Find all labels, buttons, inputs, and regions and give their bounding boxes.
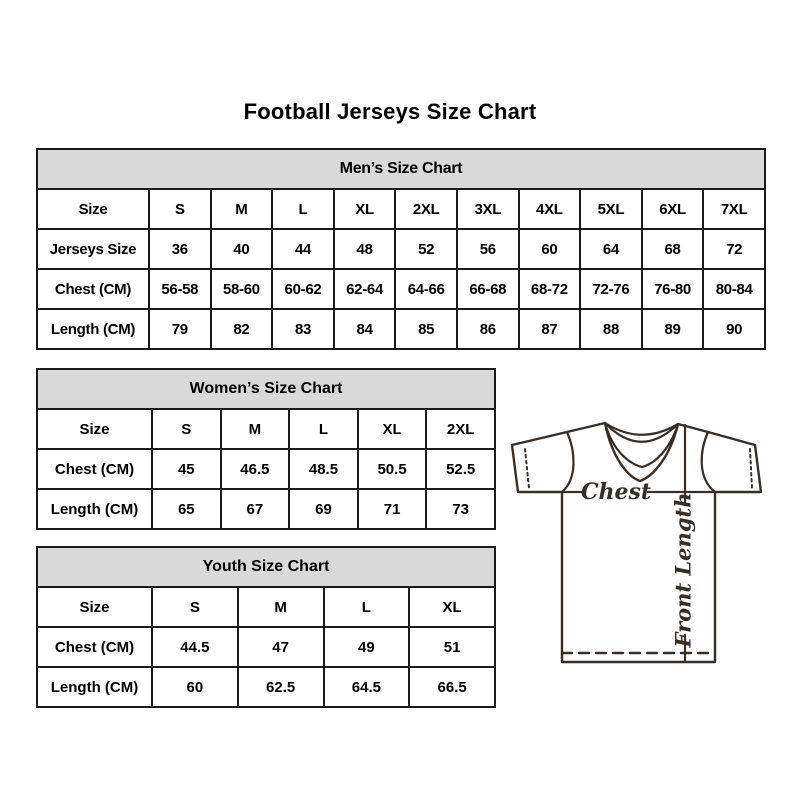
table-header-row <box>37 369 495 409</box>
table-cell: 66-68 <box>457 269 519 309</box>
table-cell: S <box>152 587 238 627</box>
table-cell: 90 <box>703 309 765 349</box>
table-cell: 68 <box>642 229 704 269</box>
table-cell: 56 <box>457 229 519 269</box>
table-cell: 5XL <box>580 189 642 229</box>
table-row <box>37 449 495 489</box>
table-cell: M <box>221 409 290 449</box>
table-cell: XL <box>334 189 396 229</box>
table-header-row <box>37 149 765 189</box>
table-cell: M <box>238 587 324 627</box>
table-cell: 49 <box>324 627 410 667</box>
collar-inner-line <box>605 423 678 442</box>
row-label: Chest (CM) <box>37 449 152 489</box>
table-cell: XL <box>409 587 495 627</box>
table-cell: 62-64 <box>334 269 396 309</box>
table-cell: 36 <box>149 229 211 269</box>
row-label: Size <box>37 189 149 229</box>
table-cell: 82 <box>211 309 273 349</box>
table-cell: 44 <box>272 229 334 269</box>
table-row <box>37 189 765 229</box>
table-cell: L <box>289 409 358 449</box>
table-row <box>37 229 765 269</box>
table-cell: 84 <box>334 309 396 349</box>
table-cell: S <box>149 189 211 229</box>
table-cell: 80-84 <box>703 269 765 309</box>
table-cell: 72 <box>703 229 765 269</box>
row-label: Size <box>37 409 152 449</box>
table-cell: 88 <box>580 309 642 349</box>
table-cell: 6XL <box>642 189 704 229</box>
table-cell: 67 <box>221 489 290 529</box>
table-cell: 45 <box>152 449 221 489</box>
table-cell: 64 <box>580 229 642 269</box>
table-row <box>37 489 495 529</box>
table-cell: 52 <box>395 229 457 269</box>
table-cell: 71 <box>358 489 427 529</box>
table-cell: 2XL <box>395 189 457 229</box>
table-row <box>37 587 495 627</box>
table-cell: 83 <box>272 309 334 349</box>
table-cell: 87 <box>519 309 581 349</box>
table-cell: 47 <box>238 627 324 667</box>
table-cell: 56-58 <box>149 269 211 309</box>
row-label: Size <box>37 587 152 627</box>
table-cell: 44.5 <box>152 627 238 667</box>
table-header: Women’s Size Chart <box>37 369 495 409</box>
table-row <box>37 269 765 309</box>
table-cell: 51 <box>409 627 495 667</box>
table-cell: 50.5 <box>358 449 427 489</box>
table-cell: 60-62 <box>272 269 334 309</box>
table-header: Men’s Size Chart <box>37 149 765 189</box>
table-cell: L <box>272 189 334 229</box>
womens-size-table <box>36 368 496 530</box>
table-cell: 40 <box>211 229 273 269</box>
front-length-label: Front Length <box>670 492 696 648</box>
table-cell: 79 <box>149 309 211 349</box>
table-header-row <box>37 547 495 587</box>
table-cell: 58-60 <box>211 269 273 309</box>
table-cell: 7XL <box>703 189 765 229</box>
chest-label: Chest <box>580 479 652 505</box>
table-cell: 4XL <box>519 189 581 229</box>
table-cell: M <box>211 189 273 229</box>
table-cell: 46.5 <box>221 449 290 489</box>
table-cell: 48.5 <box>289 449 358 489</box>
table-row <box>37 409 495 449</box>
table-cell: 68-72 <box>519 269 581 309</box>
table-cell: 2XL <box>426 409 495 449</box>
table-cell: 64-66 <box>395 269 457 309</box>
table-cell: 86 <box>457 309 519 349</box>
youth-size-table <box>36 546 496 708</box>
table-cell: XL <box>358 409 427 449</box>
jersey-outline <box>512 423 761 662</box>
table-row <box>37 627 495 667</box>
table-cell: 64.5 <box>324 667 410 707</box>
table-cell: 73 <box>426 489 495 529</box>
table-row <box>37 309 765 349</box>
table-cell: 65 <box>152 489 221 529</box>
row-label: Length (CM) <box>37 309 149 349</box>
row-label: Chest (CM) <box>37 269 149 309</box>
page-title: Football Jerseys Size Chart <box>243 99 537 124</box>
jersey-measurement-diagram <box>500 408 776 674</box>
table-cell: 76-80 <box>642 269 704 309</box>
table-cell: 66.5 <box>409 667 495 707</box>
table-cell: 89 <box>642 309 704 349</box>
table-cell: L <box>324 587 410 627</box>
row-label: Chest (CM) <box>37 627 152 667</box>
mens-size-table <box>36 148 766 350</box>
row-label: Length (CM) <box>37 667 152 707</box>
table-cell: 60 <box>519 229 581 269</box>
table-cell: 72-76 <box>580 269 642 309</box>
table-cell: 85 <box>395 309 457 349</box>
table-cell: 60 <box>152 667 238 707</box>
table-cell: S <box>152 409 221 449</box>
table-cell: 52.5 <box>426 449 495 489</box>
table-cell: 62.5 <box>238 667 324 707</box>
row-label: Length (CM) <box>37 489 152 529</box>
row-label: Jerseys Size <box>37 229 149 269</box>
table-cell: 69 <box>289 489 358 529</box>
table-cell: 3XL <box>457 189 519 229</box>
table-cell: 48 <box>334 229 396 269</box>
table-row <box>37 667 495 707</box>
table-header: Youth Size Chart <box>37 547 495 587</box>
